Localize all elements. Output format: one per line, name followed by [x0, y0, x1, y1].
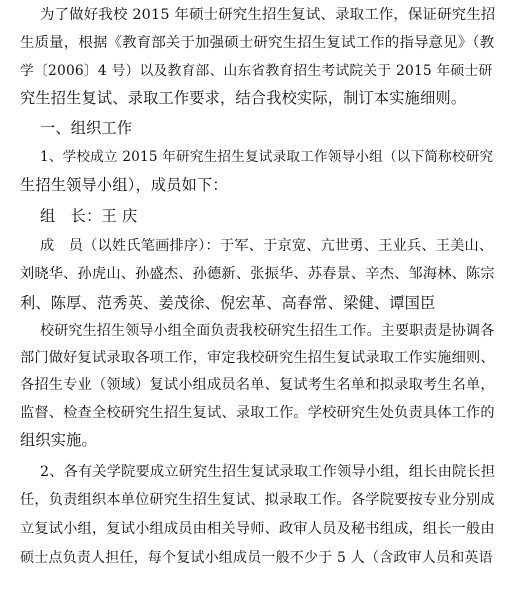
- intro-line-3: 学〔2006〕4 号）以及教育部、山东省教育招生考试院关于 2015 年硕士研: [20, 63, 493, 79]
- item-2-line-1: 2、各有关学院要成立研究生招生复试录取工作领导小组，组长由院长担: [40, 464, 496, 480]
- duties-line-4: 监督、检查全校研究生招生复试、录取工作。学校研究生处负责具体工作的: [20, 405, 495, 421]
- duties-line-5: 组织实施。: [20, 431, 97, 449]
- item-1-line-1: 1、学校成立 2015 年研究生招生复试录取工作领导小组（以下简称校研究: [40, 149, 494, 165]
- leader-line: 组 长：王 庆: [40, 207, 138, 225]
- members-line-3: 利、陈厚、范秀英、姜茂徐、倪宏革、高春常、梁健、谭国臣: [20, 294, 436, 312]
- members-line-1: 成 员（以姓氏笔画排序）：于军、于京宽、亢世勇、王业兵、王美山、: [40, 238, 494, 254]
- duties-line-3: 各招生专业（领域）复试小组成员名单、复试考生名单和拟录取考生名单，: [20, 377, 495, 393]
- intro-line-2: 生质量，根据《教育部关于加强硕士研究生招生复试工作的指导意见》（教: [20, 35, 495, 51]
- item-2-line-4: 硕士点负责人担任，每个复试小组成员一般不少于 5 人（含政审人员和英语: [20, 550, 493, 566]
- intro-line-1: 为了做好我校 2015 年硕士研究生招生复试、录取工作，保证研究生招: [40, 7, 496, 23]
- section-heading: 一、组织工作: [40, 119, 133, 137]
- duties-line-2: 部门做好复试录取各项工作，审定我校研究生招生复试录取工作实施细则、: [20, 350, 495, 366]
- intro-line-4: 究生招生复试、录取工作要求，结合我校实际，制订本实施细则。: [20, 89, 467, 107]
- members-line-2: 刘晓华、孙虎山、孙盛杰、孙德新、张振华、苏春景、辛杰、邹海林、陈宗: [20, 266, 495, 282]
- duties-line-1: 校研究生招生领导小组全面负责我校研究生招生工作。主要职责是协调各: [40, 323, 495, 339]
- item-1-line-2: 生招生领导小组），成员如下：: [20, 176, 228, 194]
- item-2-line-3: 立复试小组，复试小组成员由相关导师、政审人员及秘书组成，组长一般由: [20, 521, 495, 537]
- item-2-line-2: 任，负责组织本单位研究生招生复试、拟录取工作。各学院要按专业分别成: [20, 492, 495, 508]
